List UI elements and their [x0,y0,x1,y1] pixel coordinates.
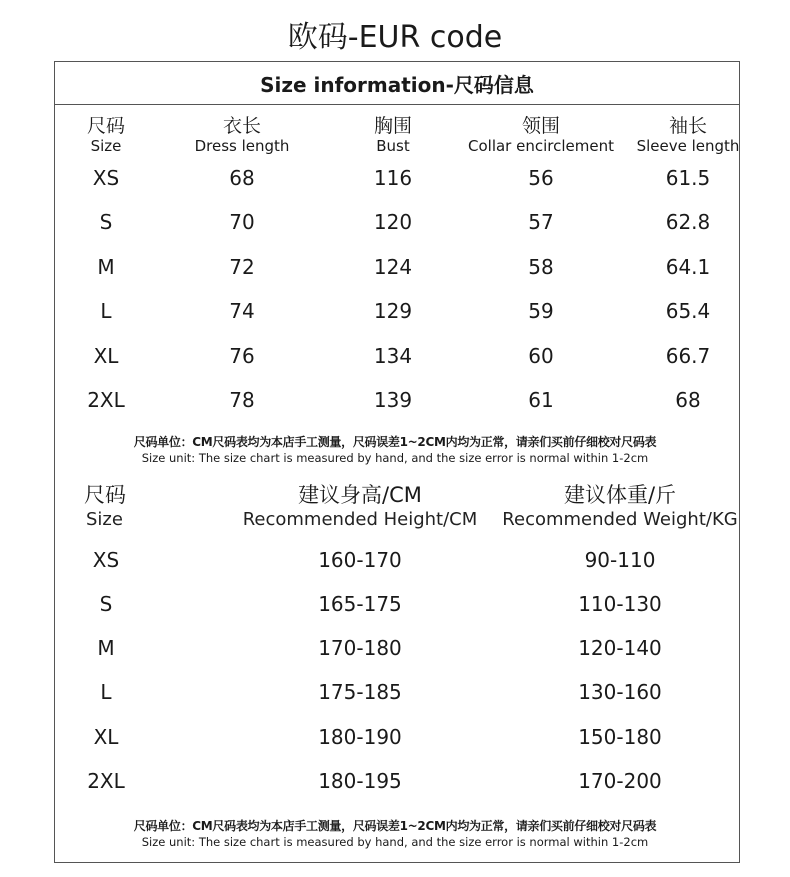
table-cell: M [97,255,115,279]
table-cell: 64.1 [665,255,711,279]
table-cell: L [100,299,112,323]
table-cell: 66.7 [665,344,711,368]
col-header-cn: 袖长 [668,115,707,137]
table-cell: XS [92,548,120,572]
table-cell: 124 [373,255,413,279]
table-cell: XS [92,166,120,190]
col-header-cn: 尺码 [86,115,125,137]
table-cell: 170-180 [318,636,402,660]
note-english-1: Size unit: The size chart is measured by hand, and the size error is normal within 1-2cm [141,451,649,465]
table-cell: 60 [528,344,554,368]
page-title: 欧码-EUR code [287,20,503,55]
note-chinese-1: 尺码单位：CM尺码表均为本店手工测量，尺码误差1~2CM内均为正常，请亲们买前仔细校对尺码表 [133,435,657,449]
col-header-en: Recommended Weight/KG [502,509,738,530]
table-cell: 61 [528,388,554,412]
table-cell: 57 [528,210,554,234]
col-header-en: Size [86,509,123,530]
table-cell: XL [93,344,119,368]
table-cell: 90-110 [584,548,656,572]
table-cell: 175-185 [318,680,402,704]
table-cell: 68 [675,388,701,412]
col-header-cn: 尺码 [84,483,126,507]
table-cell: 170-200 [578,769,662,793]
table-cell: 61.5 [665,166,711,190]
table-cell: 116 [373,166,413,190]
col-header-cn: 建议体重/斤 [563,483,677,507]
table-cell: 76 [229,344,255,368]
table-cell: S [99,592,113,616]
note-chinese-2: 尺码单位：CM尺码表均为本店手工测量，尺码误差1~2CM内均为正常，请亲们买前仔细校对尺码表 [133,819,657,833]
table-cell: 56 [528,166,554,190]
col-header-en: Sleeve length [636,137,740,155]
table-cell: 70 [229,210,255,234]
table-cell: 160-170 [318,548,402,572]
col-header-cn: 衣长 [222,115,261,137]
col-header-cn: 领围 [521,115,560,137]
table-cell: 59 [528,299,554,323]
col-header-cn: 胸围 [373,115,412,137]
table-cell: 68 [229,166,255,190]
col-header-cn: 建议身高/CM [298,483,422,507]
table-cell: 180-190 [318,725,402,749]
table-cell: 110-130 [578,592,662,616]
table-cell: 2XL [87,769,125,793]
table-cell: S [99,210,113,234]
table-cell: 130-160 [578,680,662,704]
table-cell: 74 [229,299,255,323]
table-cell: 78 [229,388,255,412]
note-english-2: Size unit: The size chart is measured by hand, and the size error is normal within 1-2cm [141,835,649,849]
table-cell: 139 [373,388,413,412]
table-cell: 120-140 [578,636,662,660]
table-cell: L [100,680,112,704]
table-cell: 72 [229,255,255,279]
table-cell: 150-180 [578,725,662,749]
table-cell: 2XL [87,388,125,412]
col-header-en: Recommended Height/CM [242,509,478,530]
col-header-en: Dress length [194,137,290,155]
size-info-header: Size information-尺码信息 [55,62,739,105]
table-cell: 62.8 [665,210,711,234]
table-cell: 165-175 [318,592,402,616]
table-cell: M [97,636,115,660]
table-cell: XL [93,725,119,749]
col-header-en: Size [90,137,122,155]
col-header-en: Collar encirclement [468,137,614,155]
table-cell: 58 [528,255,554,279]
table-cell: 129 [373,299,413,323]
table-cell: 65.4 [665,299,711,323]
col-header-en: Bust [376,137,410,155]
table-cell: 180-195 [318,769,402,793]
table-cell: 134 [373,344,413,368]
table-cell: 120 [373,210,413,234]
